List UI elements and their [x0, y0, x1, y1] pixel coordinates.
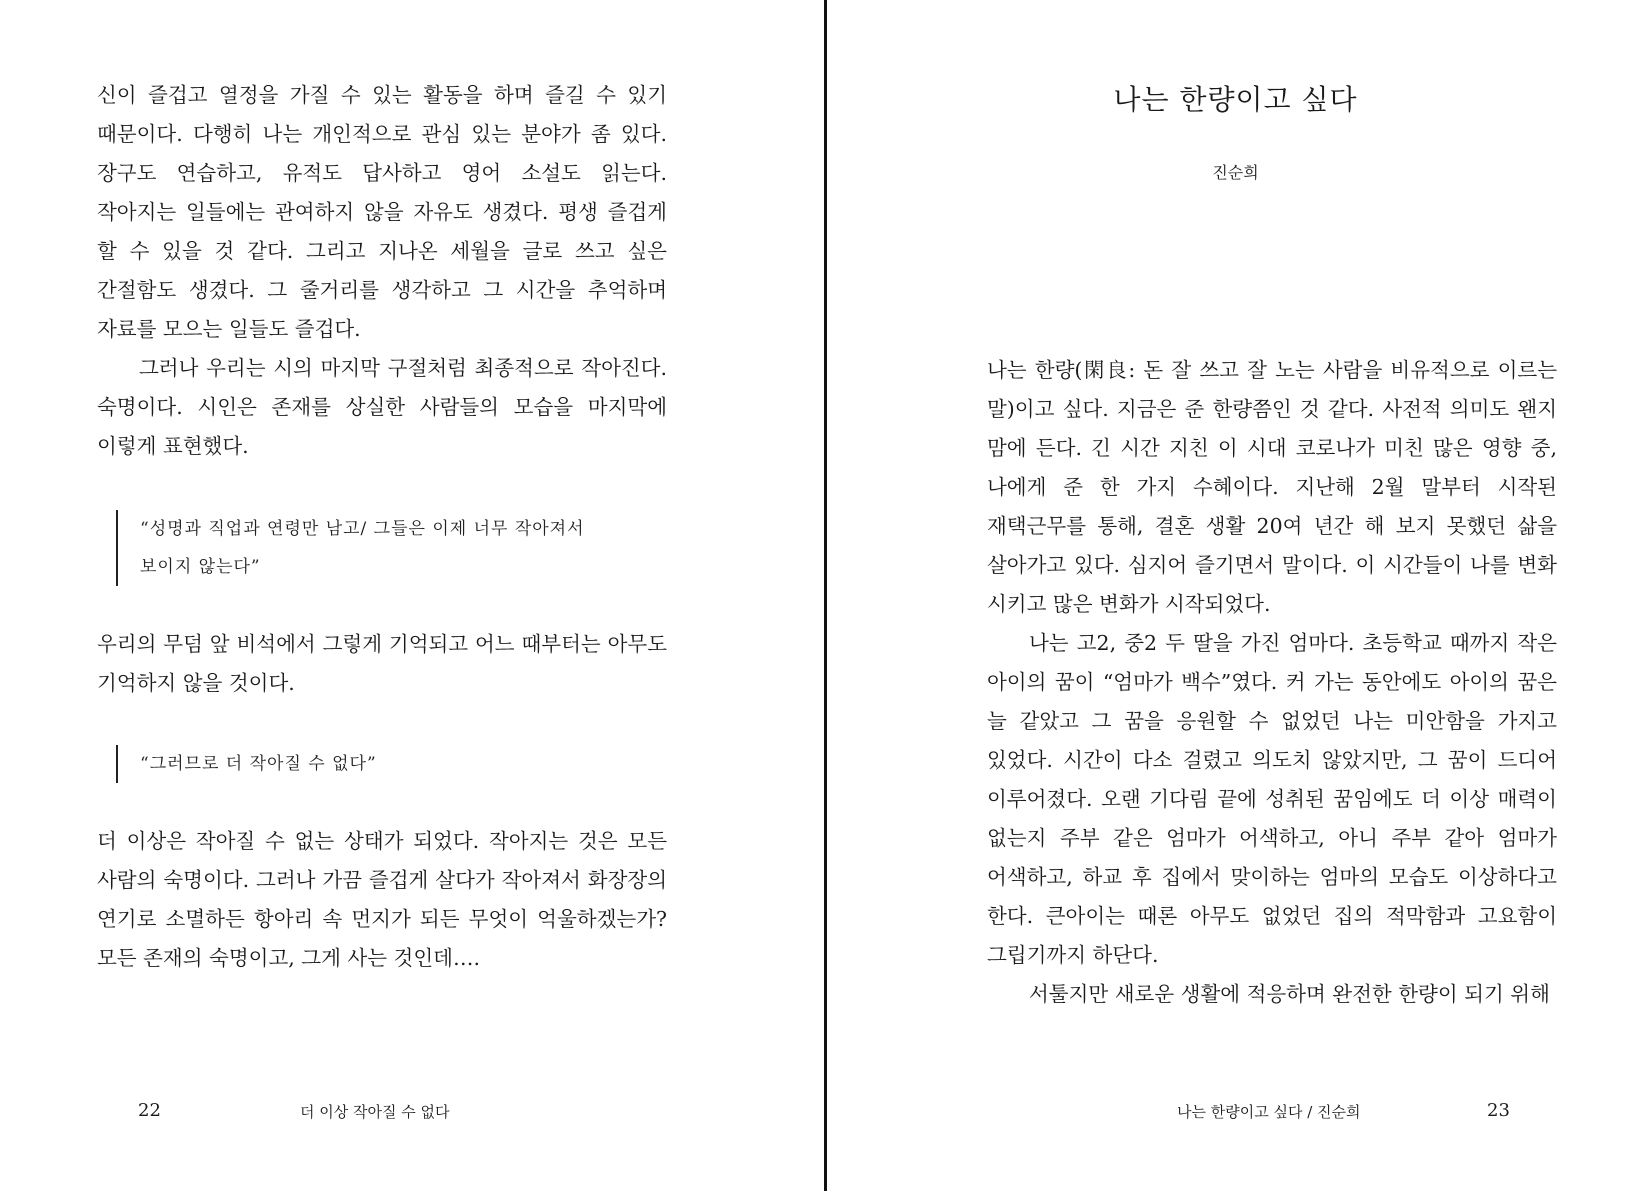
block-quote: [116, 510, 660, 586]
paragraph: 더 이상은 작아질 수 없는 상태가 되었다. 작아지는 것은 모든 사람의 숙명이다. 그러나 가끔 즐겁게 살다가 작아져서 화장장의 연기로 소멸하든 항아리 속 먼지가 되든 무엇이 억울하겠는가? 모든 존재의 숙명이고, 그게 사는 것인데….: [97, 829, 667, 970]
block-quote: [116, 745, 660, 783]
chapter-title: 나는 한량이고 싶다: [1113, 83, 1358, 116]
running-title: 나는 한량이고 싶다 / 진순희: [1177, 1103, 1361, 1121]
paragraph: 우리의 무덤 앞 비석에서 그렇게 기억되고 어느 때부터는 아무도 기억하지 않을 것이다.: [97, 632, 667, 695]
left-body-section-2: [97, 625, 667, 703]
author-name: 진순희: [1212, 163, 1259, 182]
page-number: 22: [138, 1100, 161, 1121]
left-body-section-1: [97, 76, 667, 466]
paragraph: 서툴지만 새로운 생활에 적응하며 완전한 한량이 되기 위해: [1029, 982, 1550, 1006]
quote-line: “그러므로 더 작아질 수 없다”: [140, 754, 377, 774]
paragraph: 나는 고2, 중2 두 딸을 가진 엄마다. 초등학교 때까지 작은 아이의 꿈이 “엄마가 백수”였다. 커 가는 동안에도 아이의 꿈은 늘 같았고 그 꿈을 응원할 수 없었던 나는 미안함을 가지고 있었다. 시간이 다소 걸렸고 의도치 않았지만, 그 꿈이 드디어 이루어졌다. 오랜 기다림 끝에 성취된 꿈임에도 더 이상 매력이 없는지 주부 같은 엄마가 어색하고, 아니 주부 같아 엄마가 어색하고, 하교 후 집에서 맞이하는 엄마의 모습도 이상하다고 한다. 큰아이는 때론 아무도 없었던 집의 적막함과 고요함이 그립기까지 하단다.: [987, 631, 1557, 967]
page-number: 23: [1487, 1100, 1510, 1121]
paragraph: 그러나 우리는 시의 마지막 구절처럼 최종적으로 작아진다. 숙명이다. 시인은 존재를 상실한 사람들의 모습을 마지막에 이렇게 표현했다.: [97, 356, 667, 458]
right-body: [987, 351, 1557, 1014]
paragraph: 나는 한량(閑良: 돈 잘 쓰고 잘 노는 사람을 비유적으로 이르는 말)이고 싶다. 지금은 준 한량쯤인 것 같다. 사전적 의미도 왠지 맘에 든다. 긴 시간 지친 이 시대 코로나가 미친 많은 영향 중, 나에게 준 한 가지 수혜이다. 지난해 2월 말부터 시작된 재택근무를 통해, 결혼 생활 20여 년간 해 보지 못했던 삶을 살아가고 있다. 심지어 즐기면서 말이다. 이 시간들이 나를 변화 시키고 많은 변화가 시작되었다.: [987, 358, 1557, 616]
paragraph: 신이 즐겁고 열정을 가질 수 있는 활동을 하며 즐길 수 있기 때문이다. 다행히 나는 개인적으로 관심 있는 분야가 좀 있다. 장구도 연습하고, 유적도 답사하고 영어 소설도 읽는다. 작아지는 일들에는 관여하지 않을 자유도 생겼다. 평생 즐겁게 할 수 있을 것 같다. 그리고 지나온 세월을 글로 쓰고 싶은 간절함도 생겼다. 그 줄거리를 생각하고 그 시간을 추억하며 자료를 모으는 일들도 즐겁다.: [97, 83, 667, 341]
left-body-section-3: [97, 822, 667, 978]
quote-line: 보이지 않는다”: [140, 557, 261, 577]
running-title: 더 이상 작아질 수 없다: [300, 1103, 450, 1121]
quote-line: “성명과 직업과 연령만 남고/ 그들은 이제 너무 작아져서: [140, 519, 585, 539]
right-page: [827, 0, 1644, 1191]
